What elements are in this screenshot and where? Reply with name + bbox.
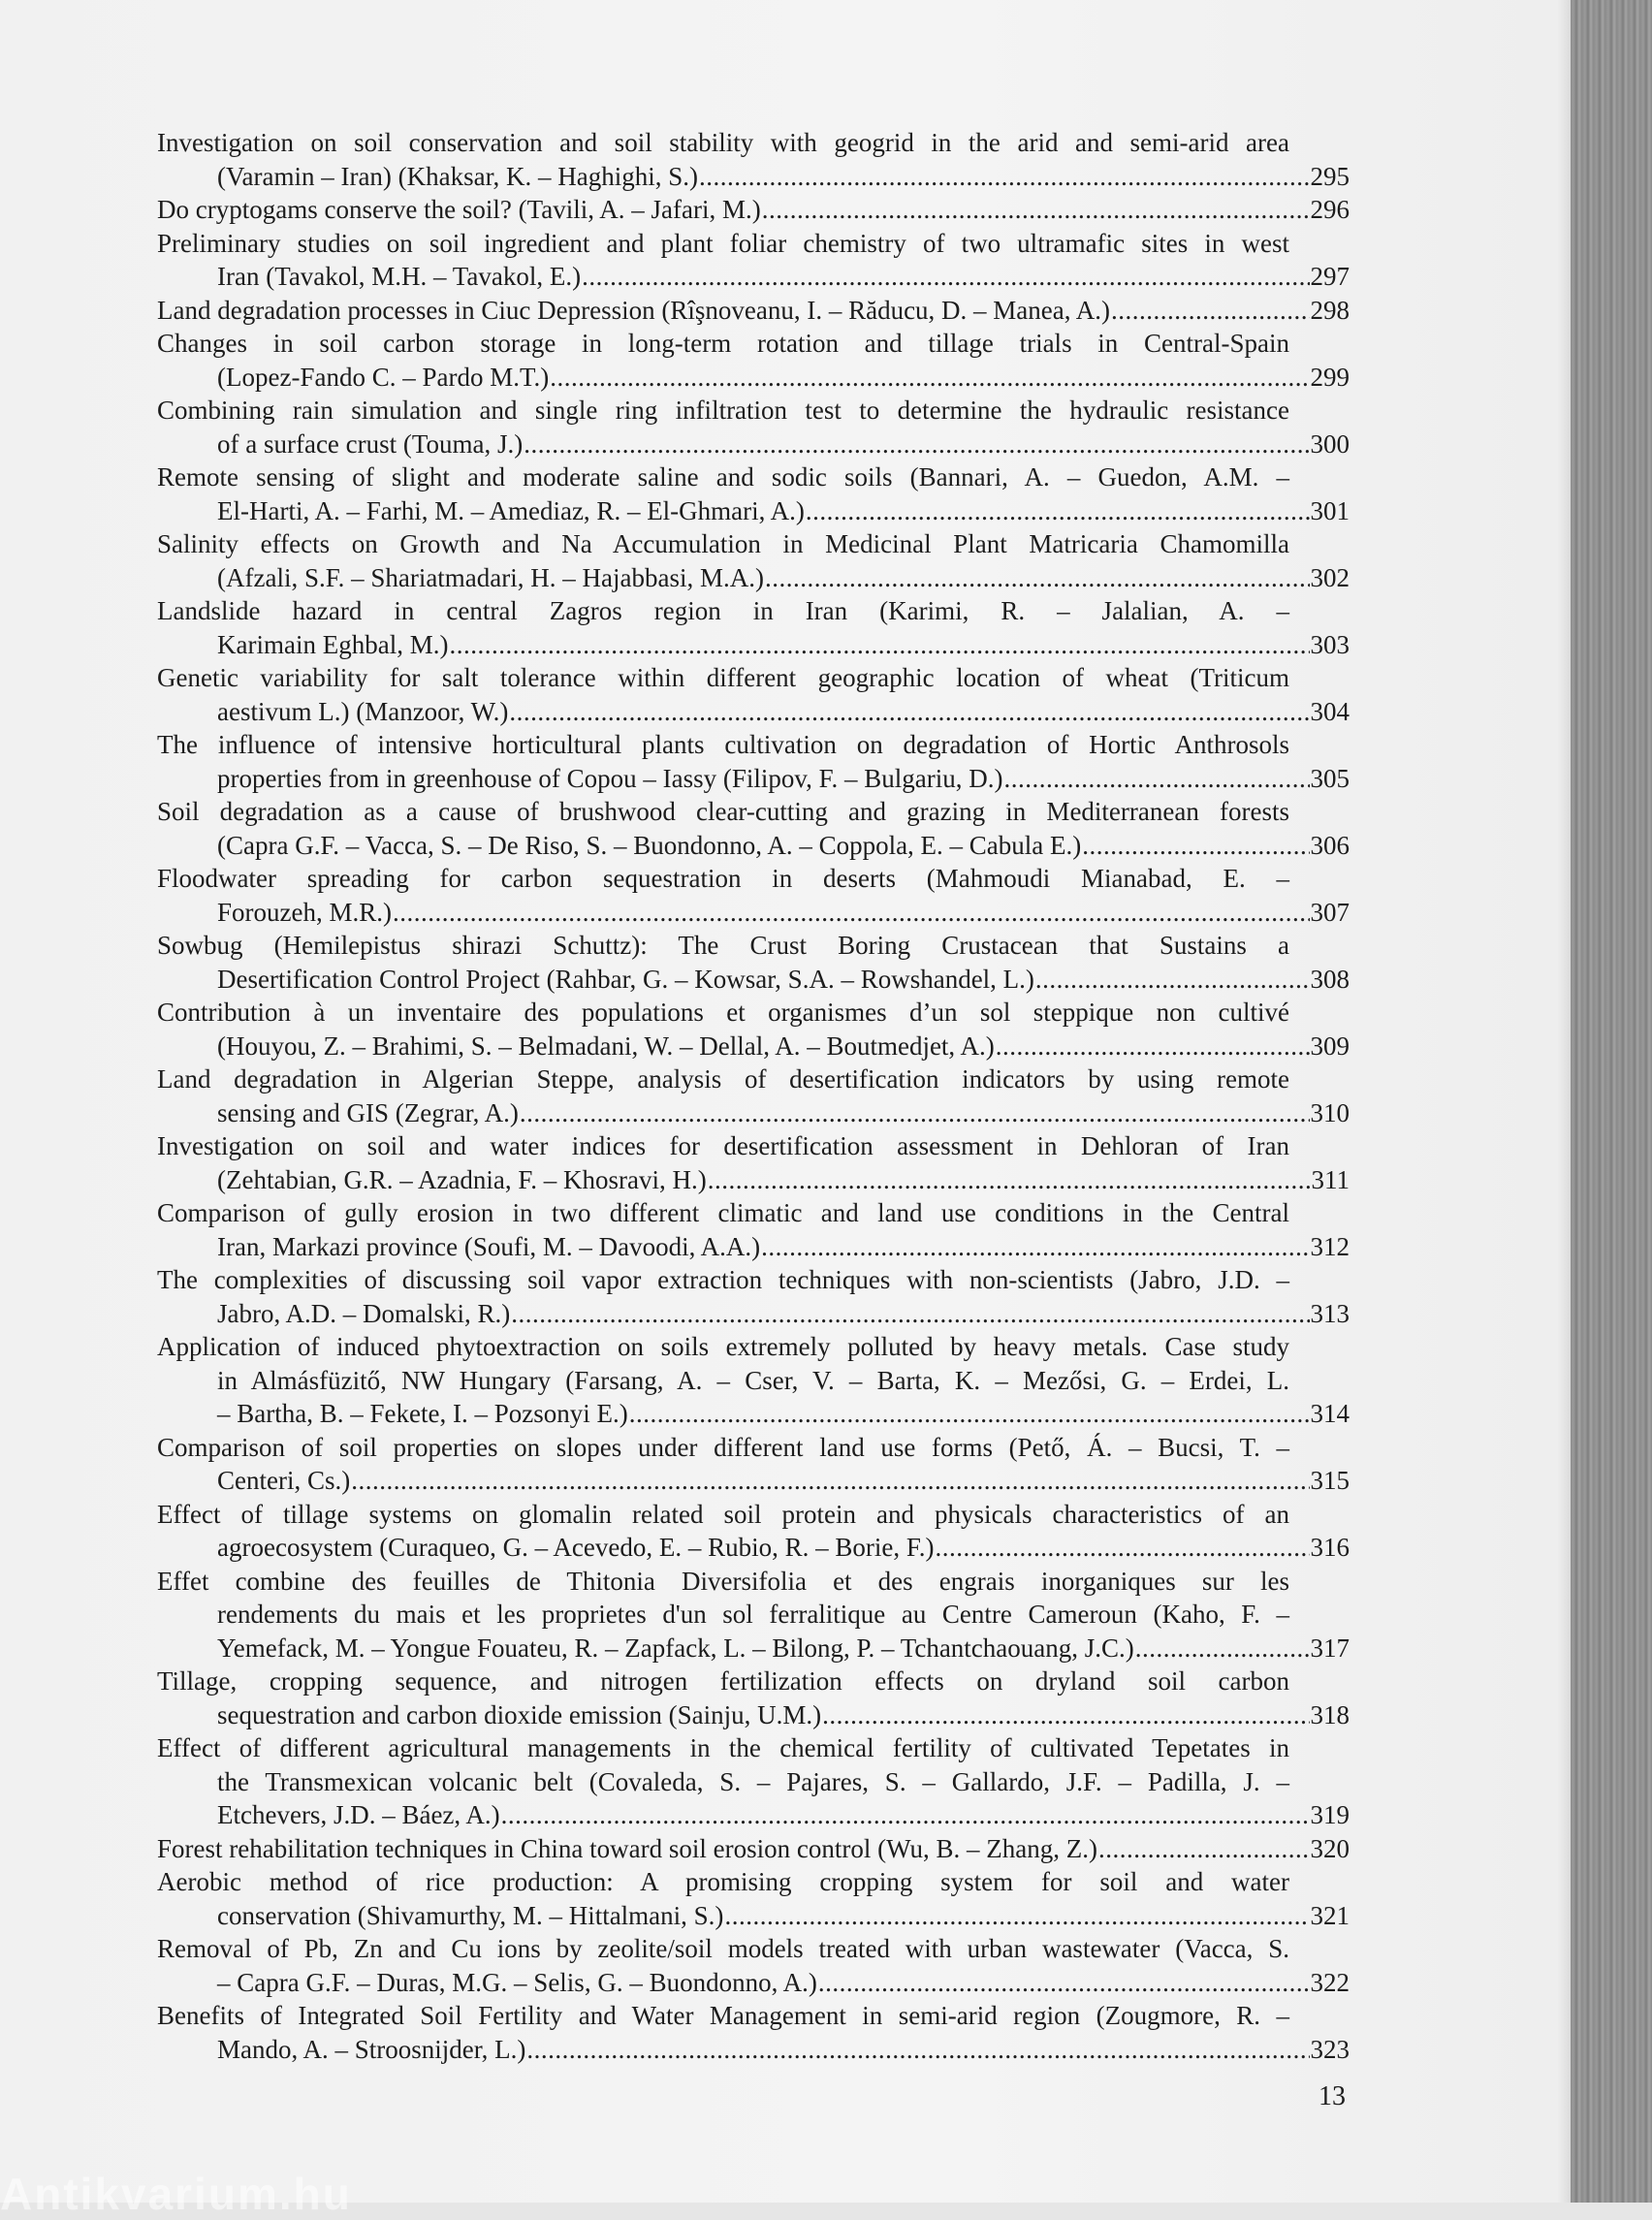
toc-entry-title-line: Changes in soil carbon storage in long-term rotation and tillage trials in Central-Spain [157,329,1289,358]
toc-entry-title-line: Genetic variability for salt tolerance within different geographic location of wheat (Triticum [157,663,1289,692]
toc-page-number: 300 [1310,428,1350,459]
toc-entry-final-line [157,1632,1350,1665]
toc-entry-text: conservation (Shivamurthy, M. – Hittalmani, S.) [217,1900,724,1930]
toc-entry-text: Centeri, Cs.) [217,1466,351,1495]
toc-entry-text: sequestration and carbon dioxide emission (Sainju, U.M.) [217,1699,822,1729]
toc-entry-text: (Zehtabian, G.R. – Azadnia, F. – Khosravi, H.) [217,1164,707,1194]
toc-entry-title-line: Contribution à un inventaire des populations et organismes d’un sol steppique non cultivé [157,998,1289,1027]
toc-entry-final-line [157,695,1350,729]
dot-leader [708,1163,1311,1197]
dot-leader [1111,294,1309,328]
toc-entry-text: (Afzali, S.F. – Shariatmadari, H. – Hajabbasi, M.A.) [217,562,764,592]
dot-leader [1082,829,1309,863]
toc-entry-final-line [157,1096,1350,1130]
dot-leader [822,1698,1309,1732]
toc-entry-title-line: Soil degradation as a cause of brushwood clear-cutting and grazing in Mediterranean forests [157,797,1289,826]
toc-entry-title-line: Comparison of soil properties on slopes under different land use forms (Pető, Á. – Bucsi, T. – [157,1432,1289,1462]
toc-entry-title-line: Aerobic method of rice production: A promising cropping system for soil and water [157,1867,1289,1896]
dot-leader [1135,1632,1310,1665]
toc-entry-final-line [157,1531,1350,1565]
toc-page-number: 297 [1310,262,1350,291]
toc-entry-title-line: Salinity effects on Growth and Na Accumulation in Medicinal Plant Matricaria Chamomilla [157,529,1289,558]
toc-entry-text: Yemefack, M. – Yongue Fouateu, R. – Zapfack, L. – Bilong, P. – Tchantchaouang, J.C.) [217,1633,1134,1663]
toc-page-number: 313 [1310,1298,1350,1328]
toc-entry [157,1062,1350,1129]
toc-page-number: 316 [1310,1533,1350,1562]
toc-entry-title-line: Investigation on soil conservation and soil stability with geogrid in the arid and semi-arid area [157,128,1289,157]
toc-entry-final-line [157,561,1350,595]
dot-leader [996,1030,1310,1063]
toc-entry-title-line: Floodwater spreading for carbon sequestration in deserts (Mahmoudi Mianabad, E. – [157,864,1289,893]
dot-leader [511,1297,1309,1331]
toc-entry-text: Desertification Control Project (Rahbar, G. – Kowsar, S.A. – Rowshandel, L.) [217,964,1034,994]
dot-leader [761,1230,1309,1264]
page-number: 13 [1318,2081,1346,2111]
toc-entry [157,193,1350,227]
toc-page-number: 299 [1310,362,1350,392]
toc-page-number: 318 [1310,1699,1350,1729]
toc-entry-title-line: Investigation on soil and water indices for desertification assessment in Dehloran of Iran [157,1131,1289,1160]
toc-entry [157,1263,1350,1330]
watermark: Antikvarium.hu [0,2169,352,2219]
toc-page-number: 306 [1310,830,1350,860]
toc-page-number: 296 [1310,195,1350,224]
toc-entry-final-line [157,628,1350,662]
dot-leader [1003,762,1309,796]
toc-entry-title-line: The influence of intensive horticultural plants cultivation on degradation of Hortic Anthrosols [157,730,1289,759]
toc-entry [157,1565,1350,1665]
toc-page-number: 312 [1310,1231,1350,1261]
dot-leader [765,561,1310,595]
toc-entry-text: Jabro, A.D. – Domalski, R.) [217,1298,511,1328]
toc-page-number: 310 [1310,1097,1350,1127]
toc-entry-title-line: rendements du mais et les proprietes d'un sol ferralitique au Centre Cameroun (Kaho, F. – [217,1600,1289,1629]
toc-entry-text: (Varamin – Iran) (Khaksar, K. – Haghighi, S.) [217,161,699,191]
toc-entry-text: Iran, Markazi province (Soufi, M. – Davoodi, A.A.) [217,1231,761,1261]
toc-entry-text: Land degradation processes in Ciuc Depression (Rîşnoveanu, I. – Răducu, D. – Manea, A.) [157,295,1111,325]
toc-entry-title-line: Effet combine des feuilles de Thitonia Diversifolia et des engrais inorganiques sur les [157,1566,1289,1596]
toc-entry-title-line: Tillage, cropping sequence, and nitrogen fertilization effects on dryland soil carbon [157,1666,1289,1696]
toc-entry-final-line [157,1698,1350,1732]
toc-page-number: 319 [1310,1800,1350,1829]
dot-leader [509,695,1309,729]
toc-entry-final-line [157,260,1350,294]
toc-entry-final-line [157,1832,1350,1866]
toc-page-number: 323 [1310,2034,1350,2064]
dot-leader [526,2033,1309,2067]
toc-entry-final-line [157,428,1350,461]
toc-entry-text: Forouzeh, M.R.) [217,897,392,927]
toc-page-number: 317 [1310,1633,1350,1663]
dot-leader [351,1464,1309,1498]
toc-entry-final-line [157,494,1350,528]
toc-entry-title-line: Effect of different agricultural managements in the chemical fertility of cultivated Tepetates in [157,1733,1289,1762]
toc-page-number: 298 [1310,295,1350,325]
dot-leader [1035,963,1310,997]
dot-leader [629,1397,1310,1431]
toc-entry-text: sensing and GIS (Zegrar, A.) [217,1097,519,1127]
toc-entry [157,460,1350,527]
dot-leader [699,160,1309,194]
book-edge [1571,0,1652,2203]
toc-entry-title-line: Effect of tillage systems on glomalin related soil protein and physicals characteristics of an [157,1499,1289,1529]
dot-leader [1098,1832,1310,1866]
toc-entry-title-line: Preliminary studies on soil ingredient and plant foliar chemistry of two ultramafic sites in west [157,228,1289,258]
dot-leader [935,1531,1309,1565]
toc-entry-final-line [157,1163,1350,1197]
toc-entry-text: aestivum L.) (Manzoor, W.) [217,696,509,726]
toc-entry-final-line [157,1798,1350,1832]
dot-leader [582,260,1309,294]
toc-entry-final-line [157,1230,1350,1264]
toc-page-number: 314 [1310,1399,1350,1428]
toc-entry-title-line: Benefits of Integrated Soil Fertility and Water Management in semi-arid region (Zougmore, R. – [157,2001,1289,2030]
toc-entry-final-line [157,2033,1350,2067]
toc-page-number: 321 [1310,1900,1350,1930]
toc-entry [157,1330,1350,1431]
toc-entry [157,728,1350,795]
toc-entry [157,1932,1350,1999]
toc-entry [157,1498,1350,1565]
toc-entry-title-line: Remote sensing of slight and moderate saline and sodic soils (Bannari, A. – Guedon, A.M. – [157,462,1289,492]
toc-entry-final-line [157,896,1350,930]
toc-page-number: 309 [1310,1031,1350,1061]
toc-entry-title-line: in Almásfüzitő, NW Hungary (Farsang, A. – Cser, V. – Barta, K. – Mezősi, G. – Erdei, L. [217,1365,1289,1395]
toc-entry-text: Mando, A. – Stroosnijder, L.) [217,2034,526,2064]
dot-leader [806,494,1310,528]
toc-page-number: 305 [1310,763,1350,793]
toc-entry-title-line: Removal of Pb, Zn and Cu ions by zeolite/soil models treated with urban wastewater (Vacca, S. [157,1934,1289,1963]
toc-entry-text: (Houyou, Z. – Brahimi, S. – Belmadani, W. – Dellal, A. – Boutmedjet, A.) [217,1031,995,1061]
toc-page-number: 295 [1310,161,1350,191]
toc-page-number: 303 [1310,629,1350,659]
toc-entry-text: properties from in greenhouse of Copou – Iassy (Filipov, F. – Bulgariu, D.) [217,763,1003,793]
toc-entry-final-line [157,963,1350,997]
toc-entry [157,929,1350,996]
toc-entry-final-line [157,762,1350,796]
toc-entry [157,227,1350,294]
toc-entry-text: Etchevers, J.D. – Báez, A.) [217,1800,500,1829]
toc-entry [157,1665,1350,1731]
toc-entry-title-line: Combining rain simulation and single ring infiltration test to determine the hydraulic resistance [157,396,1289,425]
toc-entry-text: of a surface crust (Touma, J.) [217,428,524,459]
toc-entry-final-line [157,1030,1350,1063]
toc-entry [157,1196,1350,1263]
toc-entry-final-line [157,1966,1350,2000]
toc-entry [157,1731,1350,1832]
toc-entry [157,795,1350,862]
toc-entry-title-line: The complexities of discussing soil vapor extraction techniques with non-scientists (Jabro, J.D. – [157,1265,1289,1294]
toc-entry-final-line [157,1297,1350,1331]
dot-leader [818,1966,1310,2000]
toc-entry-final-line [157,1464,1350,1498]
table-of-contents [157,126,1350,2066]
toc-entry-text: Iran (Tavakol, M.H. – Tavakol, E.) [217,262,582,291]
toc-entry-text: Karimain Eghbal, M.) [217,629,449,659]
toc-page-number: 311 [1311,1164,1350,1194]
toc-entry-text: Do cryptogams conserve the soil? (Tavili, A. – Jafari, M.) [157,195,761,224]
dot-leader [724,1899,1309,1933]
toc-entry [157,527,1350,594]
toc-entry-title-line: Landslide hazard in central Zagros region in Iran (Karimi, R. – Jalalian, A. – [157,596,1289,625]
dot-leader [520,1096,1310,1130]
toc-entry-title-line: Sowbug (Hemilepistus shirazi Schuttz): The Crust Boring Crustacean that Sustains a [157,931,1289,960]
toc-entry [157,1865,1350,1932]
toc-entry [157,996,1350,1062]
dot-leader [524,428,1309,461]
toc-entry-final-line [157,294,1350,328]
toc-entry [157,1999,1350,2066]
toc-page-number: 302 [1310,562,1350,592]
toc-entry-final-line [157,1899,1350,1933]
toc-entry [157,1832,1350,1866]
dot-leader [762,193,1310,227]
toc-entry [157,294,1350,328]
toc-page-number: 315 [1310,1466,1350,1495]
toc-entry-text: – Bartha, B. – Fekete, I. – Pozsonyi E.) [217,1399,628,1428]
toc-entry-title-line: Application of induced phytoextraction on soils extremely polluted by heavy metals. Case study [157,1332,1289,1361]
toc-entry-text: – Capra G.F. – Duras, M.G. – Selis, G. – Buondonno, A.) [217,1967,817,1997]
toc-entry-text: Forest rehabilitation techniques in China toward soil erosion control (Wu, B. – Zhang, Z.) [157,1833,1097,1863]
toc-entry [157,661,1350,728]
toc-entry-title-line: Comparison of gully erosion in two different climatic and land use conditions in the Central [157,1198,1289,1227]
toc-page-number: 308 [1310,964,1350,994]
toc-page-number: 322 [1310,1967,1350,1997]
dot-leader [501,1798,1310,1832]
toc-page-number: 307 [1310,897,1350,927]
toc-entry-text: (Capra G.F. – Vacca, S. – De Riso, S. – Buondonno, A. – Coppola, E. – Cabula E.) [217,830,1082,860]
toc-entry-final-line [157,829,1350,863]
toc-entry-title-line: Land degradation in Algerian Steppe, analysis of desertification indicators by using remote [157,1064,1289,1094]
toc-entry-text: (Lopez-Fando C. – Pardo M.T.) [217,362,550,392]
toc-entry-final-line [157,361,1350,395]
toc-page-number: 301 [1310,495,1350,525]
toc-entry-text: El-Harti, A. – Farhi, M. – Amediaz, R. – El-Ghmari, A.) [217,495,805,525]
toc-entry [157,862,1350,929]
dot-leader [550,361,1309,395]
toc-entry-final-line [157,193,1350,227]
toc-entry [157,594,1350,661]
toc-entry [157,126,1350,193]
toc-entry-title-line: the Transmexican volcanic belt (Covaleda, S. – Pajares, S. – Gallardo, J.F. – Padilla, J. – [217,1766,1289,1796]
toc-page-number: 304 [1310,696,1350,726]
toc-entry-final-line [157,160,1350,194]
toc-entry [157,1129,1350,1196]
toc-entry [157,327,1350,394]
toc-entry [157,1431,1350,1498]
dot-leader [393,896,1310,930]
toc-entry [157,394,1350,460]
toc-entry-final-line [157,1397,1350,1431]
toc-entry-text: agroecosystem (Curaqueo, G. – Acevedo, E. – Rubio, R. – Borie, F.) [217,1533,935,1562]
toc-page-number: 320 [1310,1833,1350,1863]
dot-leader [449,628,1309,662]
